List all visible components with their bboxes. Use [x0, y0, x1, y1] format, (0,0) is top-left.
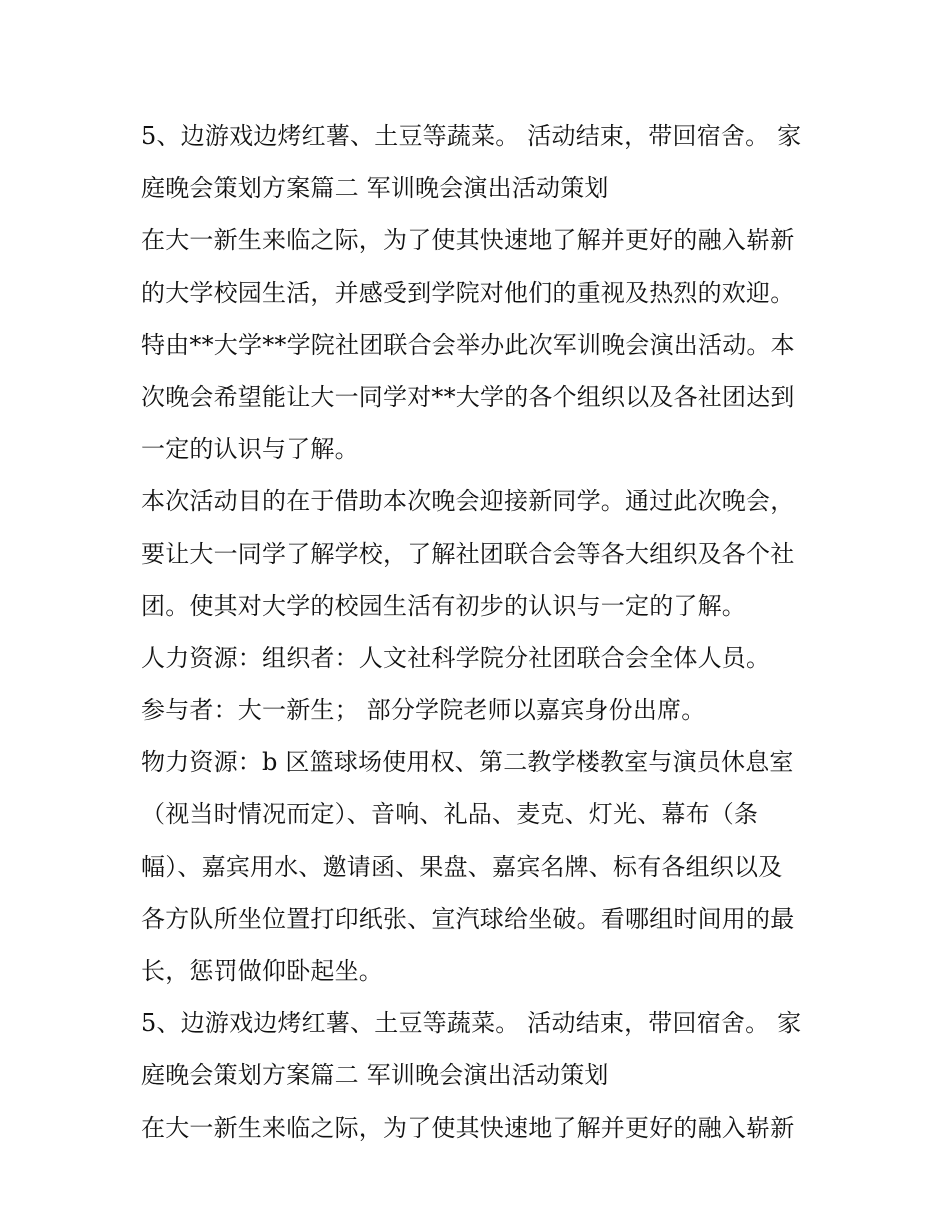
text-line: 次晚会希望能让大一同学对**大学的各个组织以及各社团达到 [141, 382, 795, 411]
text-line: 人力资源：组织者：人文社科学院分社团联合会全体人员。 [141, 643, 771, 672]
text-line: 各方队所坐位置打印纸张、宣汽球给坐破。看哪组时间用的最 [141, 904, 795, 933]
text-line: 庭晚会策划方案篇二 军训晚会演出活动策划 [141, 174, 609, 203]
text-line: 在大一新生来临之际，为了使其快速地了解并更好的融入崭新 [141, 226, 795, 255]
text-line: 一定的认识与了解。 [141, 435, 359, 464]
text-line: （视当时情况而定）、音响、礼品、麦克、灯光、幕布（条 [141, 800, 759, 829]
text-line: 团。使其对大学的校园生活有初步的认识与一定的了解。 [141, 591, 746, 620]
text-line: 参与者：大一新生； 部分学院老师以嘉宾身份出席。 [141, 696, 706, 725]
text-line: 幅）、嘉宾用水、邀请函、果盘、嘉宾名牌、标有各组织以及 [141, 852, 783, 881]
text-line: 本次活动目的在于借助本次晚会迎接新同学。通过此次晚会， [141, 487, 795, 516]
text-line: 5、边游戏边烤红薯、土豆等蔬菜。 活动结束，带回宿舍。 家 [141, 122, 802, 150]
text-line: 在大一新生来临之际，为了使其快速地了解并更好的融入崭新 [141, 1113, 795, 1142]
text-line: 庭晚会策划方案篇二 军训晚会演出活动策划 [141, 1061, 609, 1090]
text-line: 5、边游戏边烤红薯、土豆等蔬菜。 活动结束，带回宿舍。 家 [141, 1009, 802, 1038]
text-line: 要让大一同学了解学校，了解社团联合会等各大组织及各个社 [141, 539, 795, 568]
text-line: 长，惩罚做仰卧起坐。 [141, 957, 383, 985]
text-line: 的大学校园生活，并感受到学院对他们的重视及热烈的欢迎。 [141, 278, 795, 307]
text-line: 物力资源：b 区篮球场使用权、第二教学楼教室与演员休息室 [141, 748, 794, 777]
document-body [141, 110, 821, 1154]
text-line: 特由**大学**学院社团联合会举办此次军训晚会演出活动。本 [141, 330, 795, 359]
